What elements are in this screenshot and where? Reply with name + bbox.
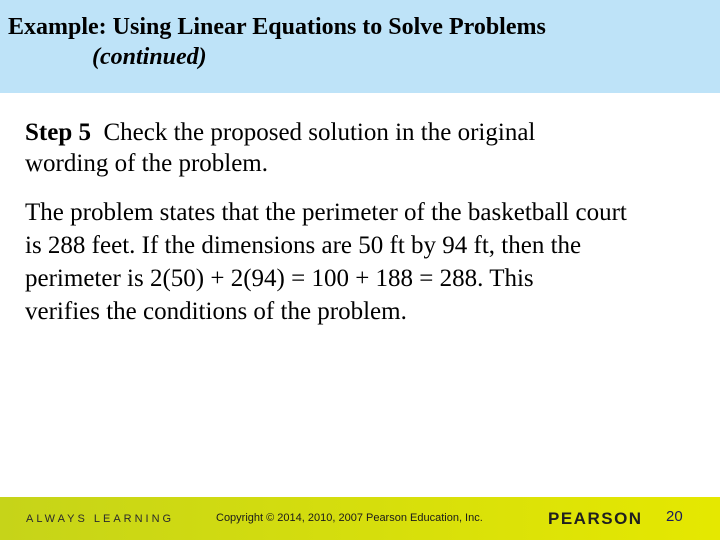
explanation-paragraph — [25, 196, 715, 328]
footer-bar — [0, 497, 720, 540]
paragraph-line: is 288 feet. If the dimensions are 50 ft by 94 ft, then the — [25, 232, 582, 259]
step-label: Step 5 — [25, 119, 91, 146]
step-block — [25, 117, 705, 179]
pearson-logo: PEARSON — [548, 509, 643, 528]
paragraph-line: verifies the conditions of the problem. — [25, 298, 407, 325]
footer-copyright: Copyright © 2014, 2010, 2007 Pearson Education, Inc. — [216, 512, 483, 524]
title-bar — [0, 0, 720, 93]
slide-subtitle: (continued) — [92, 44, 207, 70]
footer-tagline: ALWAYS LEARNING — [26, 513, 175, 525]
step-text: Check the proposed solution in the original — [90, 119, 536, 146]
paragraph-line: The problem states that the perimeter of the basketball court — [25, 199, 627, 226]
step-text-continued: wording of the problem. — [25, 150, 269, 177]
paragraph-line: perimeter is 2(50) + 2(94) = 100 + 188 = 288. This — [25, 265, 534, 292]
slide-title: Example: Using Linear Equations to Solve Problems — [8, 14, 546, 40]
page-number: 20 — [666, 508, 683, 525]
